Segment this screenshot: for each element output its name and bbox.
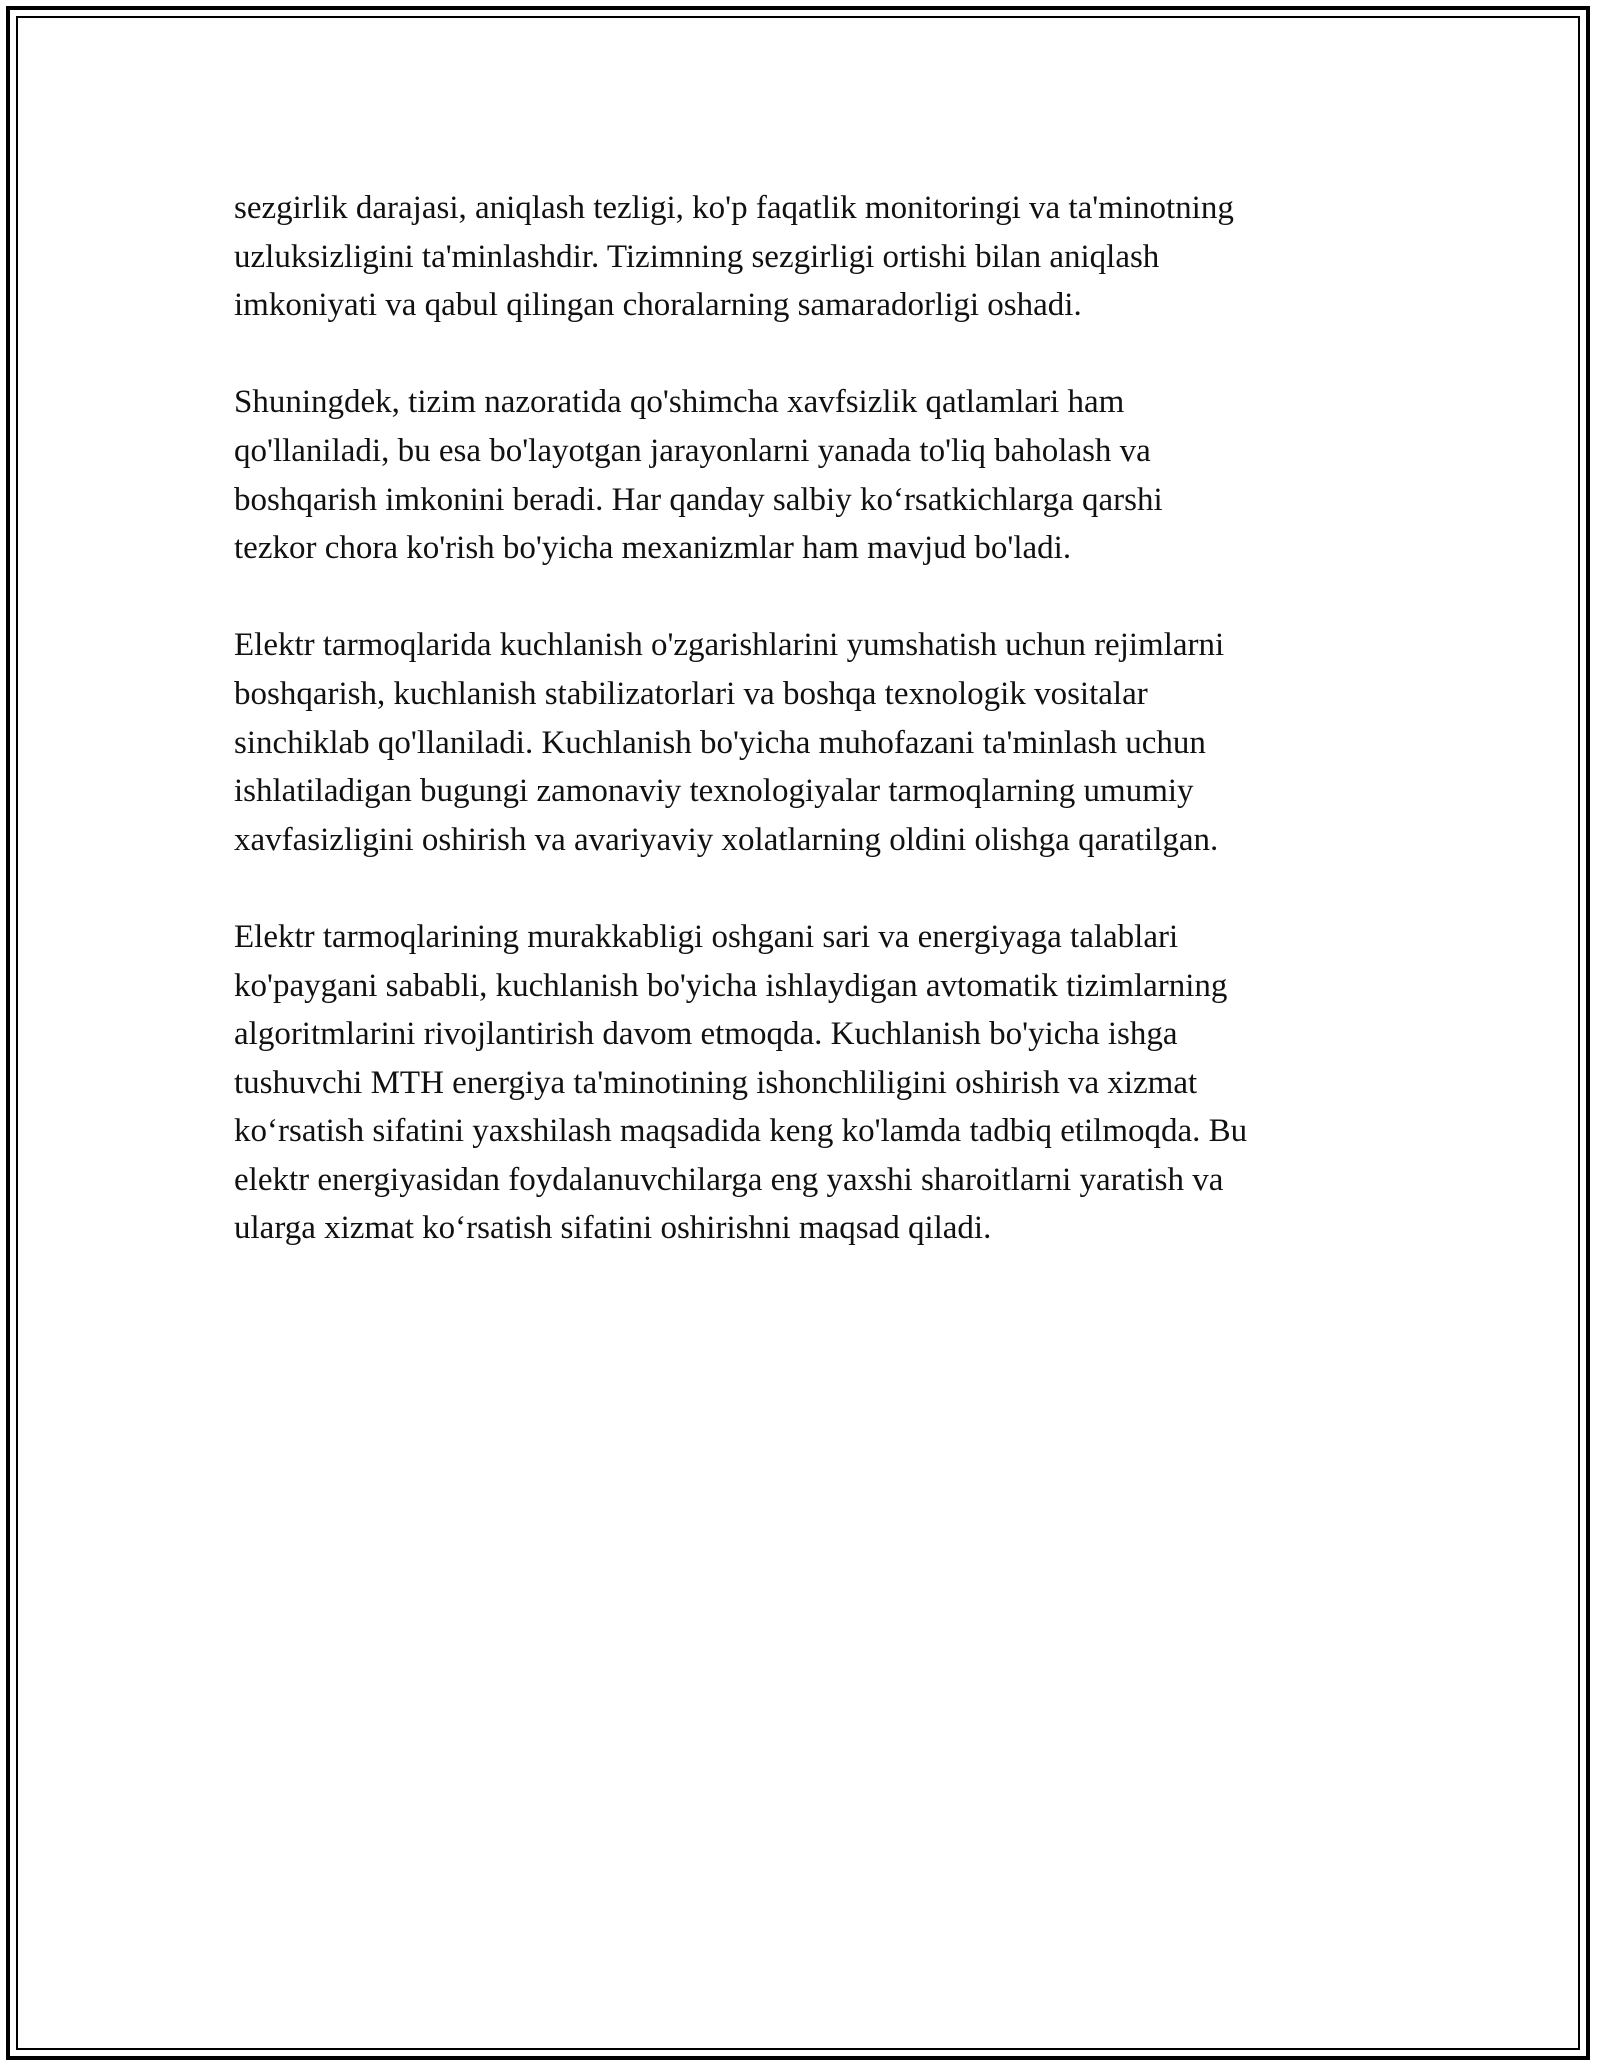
paragraph-line: boshqarish, kuchlanish stabilizatorlari va boshqa texnologik vositalar <box>234 675 1148 712</box>
paragraph-line: elektr energiyasidan foydalanuvchilarga eng yaxshi sharoitlarni yaratish va <box>234 1161 1224 1198</box>
paragraph-line: imkoniyati va qabul qilingan choralarning samaradorligi oshadi. <box>234 287 1082 324</box>
paragraph-line: ularga xizmat koʻrsatish sifatini oshirishni maqsad qiladi. <box>234 1210 992 1247</box>
paragraph-line: uzluksizligini ta'minlashdir. Tizimning sezgirligi ortishi bilan aniqlash <box>234 238 1160 275</box>
paragraph-line: qo'llaniladi, bu esa bo'layotgan jarayonlarni yanada to'liq baholash va <box>234 432 1151 469</box>
paragraph-line: xavfasizligini oshirish va avariyaviy xolatlarning oldini olishga qaratilgan. <box>234 821 1219 858</box>
document-body <box>234 184 1394 1302</box>
paragraph-line: algoritmlarini rivojlantirish davom etmoqda. Kuchlanish bo'yicha ishga <box>234 1016 1178 1053</box>
paragraph-line: sinchiklab qo'llaniladi. Kuchlanish bo'yicha muhofazani ta'minlash uchun <box>234 724 1206 761</box>
paragraph-line: Elektr tarmoqlarining murakkabligi oshgani sari va energiyaga talablari <box>234 918 1179 955</box>
paragraph-line: ishlatiladigan bugungi zamonaviy texnologiyalar tarmoqlarning umumiy <box>234 773 1194 810</box>
paragraph-line: boshqarish imkonini beradi. Har qanday salbiy koʻrsatkichlarga qarshi <box>234 481 1163 518</box>
paragraph-line: koʻrsatish sifatini yaxshilash maqsadida keng ko'lamda tadbiq etilmoqda. Bu <box>234 1113 1248 1150</box>
paragraph-line: ko'paygani sababli, kuchlanish bo'yicha ishlaydigan avtomatik tizimlarning <box>234 967 1228 1004</box>
paragraph-line: Shuningdek, tizim nazoratida qo'shimcha xavfsizlik qatlamlari ham <box>234 384 1125 421</box>
paragraph-line: sezgirlik darajasi, aniqlash tezligi, ko'p faqatlik monitoringi va ta'minotning <box>234 190 1234 226</box>
paragraph-2 <box>234 378 1394 572</box>
paragraph-line: Elektr tarmoqlarida kuchlanish o'zgarishlarini yumshatish uchun rejimlarni <box>234 627 1225 664</box>
paragraph-line: tezkor chora ko'rish bo'yicha mexanizmlar ham mavjud bo'ladi. <box>234 530 1072 567</box>
paragraph-line: tushuvchi MTH energiya ta'minotining ishonchliligini oshirish va xizmat <box>234 1064 1198 1101</box>
paragraph-3 <box>234 621 1394 864</box>
paragraph-4 <box>234 913 1394 1253</box>
paragraph-1 <box>234 184 1394 330</box>
